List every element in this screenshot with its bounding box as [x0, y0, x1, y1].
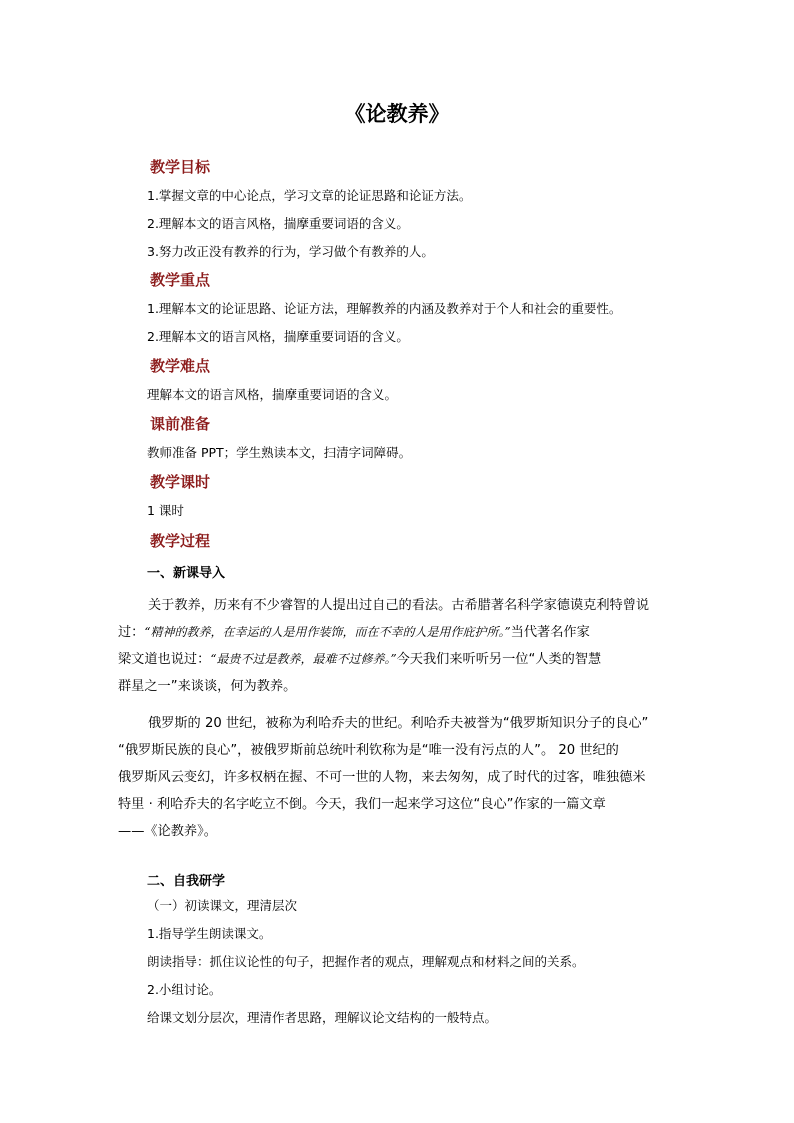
intro-p2-line-1: 俄罗斯的 20 世纪，被称为利哈乔夫的世纪。利哈乔夫被誉为“俄罗斯知识分子的良心” [148, 716, 649, 731]
self-study-step-2: 2.小组讨论。 [147, 982, 222, 997]
intro-p2-line-2: “俄罗斯民族的良心”，被俄罗斯前总统叶利钦称为是“唯一没有污点的人”。 20 世纪的 [118, 743, 619, 758]
goal-item-3: 3.努力改正没有教养的行为，学习做个有教养的人。 [147, 244, 434, 259]
heading-self-study: 二、自我研学 [147, 874, 226, 889]
intro-p2-line-4: 特里 · 利哈乔夫的名字屹立不倒。今天，我们一起来学习这位“良心”作家的一篇文章 [118, 797, 606, 812]
self-study-step-2-text: 给课文划分层次，理清作者思路，理解议论文结构的一般特点。 [147, 1010, 498, 1025]
intro-p1-line-1: 关于教养，历来有不少睿智的人提出过自己的看法。古希腊著名科学家德谟克利特曾说 [148, 598, 650, 613]
page-title: 《论教养》 [344, 101, 450, 126]
intro-paragraph-1 [118, 592, 678, 700]
self-study-step-1: 1.指导学生朗读课文。 [147, 926, 272, 941]
heading-teaching-goals: 教学目标 [150, 158, 211, 176]
key-point-item-1: 1.理解本文的论证思路、论证方法，理解教养的内涵及教养对于个人和社会的重要性。 [147, 301, 622, 316]
heading-difficulty: 教学难点 [150, 357, 211, 375]
class-hours-text: 1 课时 [147, 503, 184, 518]
intro-p2-line-3: 俄罗斯风云变幻，许多权柄在握、不可一世的人物，来去匆匆，成了时代的过客，唯独德米 [118, 770, 646, 785]
intro-p1-line-3 [118, 646, 678, 673]
intro-p1-line-2-a: 过： [118, 625, 145, 640]
intro-p1-line-4: 群星之一”来谈谈，何为教养。 [118, 679, 297, 694]
heading-key-points: 教学重点 [150, 271, 211, 289]
intro-p2-line-5: ——《论教养》。 [118, 824, 217, 839]
goal-item-2: 2.理解本文的语言风格，揣摩重要词语的含义。 [147, 216, 409, 231]
difficulty-text: 理解本文的语言风格，揣摩重要词语的含义。 [147, 387, 398, 402]
intro-p1-line-3-a: 梁文道也说过： [118, 652, 211, 667]
heading-preparation: 课前准备 [150, 415, 211, 433]
heading-teaching-process: 教学过程 [150, 532, 211, 550]
intro-p1-line-2 [118, 619, 678, 646]
intro-p1-line-3-b: 今天我们来听听另一位“人类的智慧 [396, 652, 602, 667]
goal-item-1: 1.掌握文章的中心论点，学习文章的论证思路和论证方法。 [147, 188, 472, 203]
quote-democritus: “精神的教养，在幸运的人是用作装饰，而在不幸的人是用作庇护所。” [144, 625, 511, 639]
self-study-sub-1: （一）初读课文，理清层次 [147, 898, 298, 913]
intro-p1-line-2-b: 当代著名作家 [510, 625, 590, 640]
preparation-text: 教师准备 PPT；学生熟读本文，扫清字词障碍。 [147, 445, 412, 460]
heading-class-hours: 教学课时 [150, 473, 211, 491]
quote-liang-wendao: “最贵不过是教养，最难不过修养。” [210, 652, 397, 666]
reading-guide: 朗读指导：抓住议论性的句子，把握作者的观点，理解观点和材料之间的关系。 [147, 954, 585, 969]
key-point-item-2: 2.理解本文的语言风格，揣摩重要词语的含义。 [147, 329, 409, 344]
intro-paragraph-2 [118, 710, 678, 845]
heading-new-lesson-intro: 一、新课导入 [147, 566, 226, 581]
